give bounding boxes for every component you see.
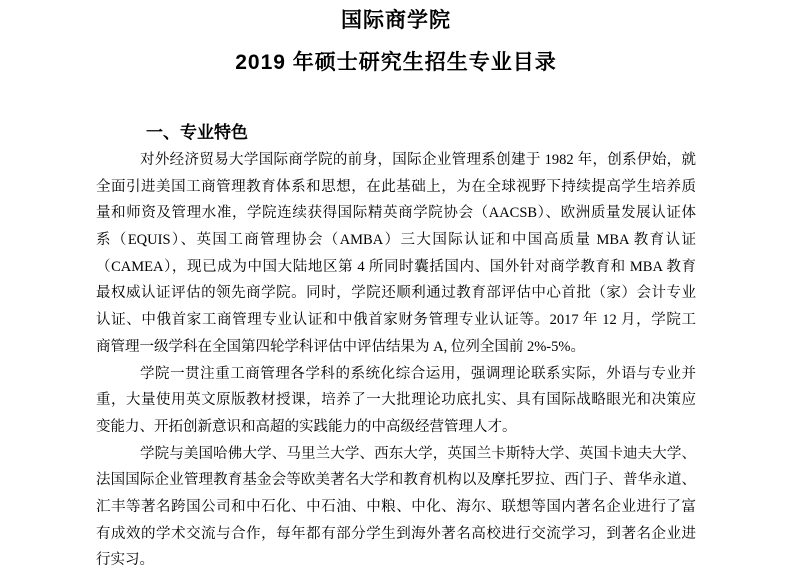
paragraph-2 — [96, 361, 696, 441]
text-line: 法国国际企业管理教育基金会等欧美著名大学和教育机构以及摩托罗拉、西门子、普华永道、 — [96, 472, 696, 489]
text-line: 行实习。 — [96, 552, 154, 569]
text-line: 学院与美国哈佛大学、马里兰大学、西东大学，英国兰卡斯特大学、英国卡迪夫大学、 — [140, 445, 696, 462]
text-line: 有成效的学术交流与合作，每年都有部分学生到海外著名高校进行交流学习，到著名企业进 — [96, 525, 696, 542]
text-line: 学院一贯注重工商管理各学科的系统化综合运用，强调理论联系实际，外语与专业并 — [140, 365, 696, 382]
paragraph-3 — [96, 441, 696, 574]
text-line: 最权威认证评估的领先商学院。同时，学院还顺利通过教育部评估中心首批（家）会计专业 — [96, 285, 696, 302]
text-line: 量和师资及管理水准，学院连续获得国际精英商学院协会（AACSB）、欧洲质量发展认证体 — [96, 205, 696, 222]
text-line: （CAMEA），现已成为中国大陆地区第 4 所同时囊括国内、国外针对商学教育和 MBA 教育 — [96, 258, 696, 275]
text-line: 全面引进美国工商管理教育体系和思想，在此基础上，为在全球视野下持续提高学生培养质 — [96, 178, 696, 195]
text-line: 认证、中俄首家工商管理专业认证和中俄首家财务管理专业认证等。2017 年 12 月，学院工 — [96, 312, 696, 329]
text-line: 商管理一级学科在全国第四轮学科评估中评估结果为 A, 位列全国前 2%-5%。 — [96, 338, 585, 355]
document-content — [96, 119, 696, 574]
document-title: 国际商学院 — [341, 9, 451, 32]
text-line: 汇丰等著名跨国公司和中石化、中石油、中粮、中化、海尔、联想等国内著名企业进行了富 — [96, 498, 696, 515]
document-subtitle: 2019 年硕士研究生招生专业目录 — [235, 51, 557, 74]
text-line: 变能力、开拓创新意识和高超的实践能力的中高级经营管理人才。 — [96, 418, 517, 435]
text-line: 系（EQUIS）、英国工商管理协会（AMBA）三大国际认证和中国高质量 MBA 教育认证 — [96, 232, 696, 249]
text-line: 对外经济贸易大学国际商学院的前身，国际企业管理系创建于 1982 年，创系伊始，就 — [140, 152, 696, 168]
section-heading: 一、专业特色 — [146, 123, 248, 142]
text-line: 重，大量使用英文原版教材授课，培养了一大批理论功底扎实、具有国际战略眼光和决策应 — [96, 392, 696, 409]
paragraph-1 — [96, 147, 696, 361]
